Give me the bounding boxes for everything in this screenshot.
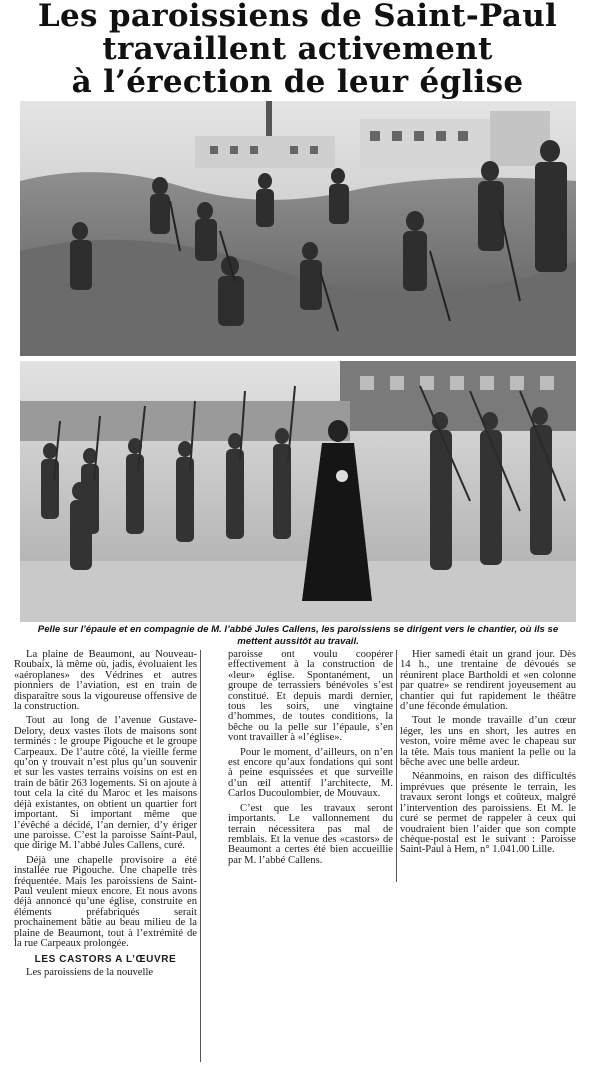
procession-photo xyxy=(20,361,576,622)
paragraph: Néanmoins, en raison des difficultés imprévues que présente le terrain, les travaux seront longs et coûteux, malgré l’intervention des paroissiens. Et M. le curé se permet de rappeler à ceux qui voudraient bien l’aider que son compte chèque-postal est le suivant : Paroisse Saint-Paul à Hem, n° 1.041.00 Lille. xyxy=(400,771,576,856)
photo-caption: Pelle sur l’épaule et en compagnie de M. l’abbé Jules Callens, les paroissiens se dirigent vers le chantier, où ils se mettent aussitôt au travail. xyxy=(37,624,559,647)
headline-line-3: à l’érection de leur église xyxy=(71,64,524,100)
section-subhead: LES CASTORS A L’ŒUVRE xyxy=(34,954,177,966)
paragraph: La plaine de Beaumont, au Nouveau-Roubaix, là même où, jadis, évoluaient les «aéroplanes» des Védrines et autres pionniers de l’aviation, est en train de disparaître sous la vigoureuse offensive de la construction. xyxy=(14,649,197,713)
headline xyxy=(8,0,587,99)
article-column-2 xyxy=(228,650,393,866)
paragraph: Tout au long de l’avenue Gustave-Delory, deux vastes îlots de maisons sont terminés : le groupe Pigouche et le groupe Carpeaux. De l’autre côté, la vieille ferme qu’on y trouvait n’est plus qu’un souvenir et sur les vastes terrains voisins on est en train de bâtir 263 logements. Si on ajoute à tout cela la cité du Maroc et les maisons déjà existantes, on obtient un quartier fort important. Si important même que l’évêché a décidé, l’an dernier, d’y ériger une paroisse. C’est la paroisse Saint-Paul, que dirige M. l’abbé Jules Callens, curé. xyxy=(14,715,197,852)
paragraph: Déjà une chapelle provisoire a été installée rue Pigouche. Une chapelle très fréquentée. Mais les paroissiens de Saint-Paul veulent mieux encore. Et nous avons déjà annoncé qu’une église, construite en éléments préfabriqués serait prochainement bâtie au beau milieu de la plaine de Beaumont, tout à l’extrémité de la rue Carpeaux prolongée. xyxy=(14,854,197,949)
headline-line-1: Les paroissiens de Saint-Paul xyxy=(37,0,558,34)
workers-digging-photo xyxy=(20,101,576,356)
article-column-1 xyxy=(14,650,197,978)
paragraph: Pour le moment, d’ailleurs, on n’en est encore qu’aux fondations qui sont à peine esquissées et que surveille d’un œil attentif l’architecte, M. Carlos Ducoulombier, de Mouvaux. xyxy=(228,746,393,800)
paragraph: paroisse ont voulu coopérer effectivement à la construction de «leur» église. Spontanément, un groupe de terrassiers bénévoles s’est constitué. Et depuis mardi dernier, tous les soirs, une vingtaine d’hommes, de toutes conditions, la bêche ou la pelle sur l’épaule, s’en vont travailler à «l’église». xyxy=(228,649,393,744)
column-divider xyxy=(396,650,397,882)
article-column-3 xyxy=(400,650,576,856)
paragraph: Tout le monde travaille d’un cœur léger, les uns en short, les autres en veston, voire même avec le chapeau sur la tête. Mais tous manient la pelle ou la bêche avec une belle ardeur. xyxy=(400,715,576,769)
paragraph: C’est que les travaux seront importants. Le vallonnement du terrain nécessitera pas mal de remblais. Et la venue des «castors» de Beaumont a certes été bien accueillie par M. l’abbé Callens. xyxy=(228,802,393,866)
paragraph: Les paroissiens de la nouvelle xyxy=(26,966,154,978)
headline-line-2: travaillent activement xyxy=(102,31,493,67)
paragraph: Hier samedi était un grand jour. Dès 14 h., une trentaine de dévoués se réunirent place Bartholdi et «en colonne par quatre» se rendirent joyeusement au chantier qui fut rapidement le théâtre d’une féconde émulation. xyxy=(400,649,576,713)
column-divider xyxy=(200,650,201,1062)
